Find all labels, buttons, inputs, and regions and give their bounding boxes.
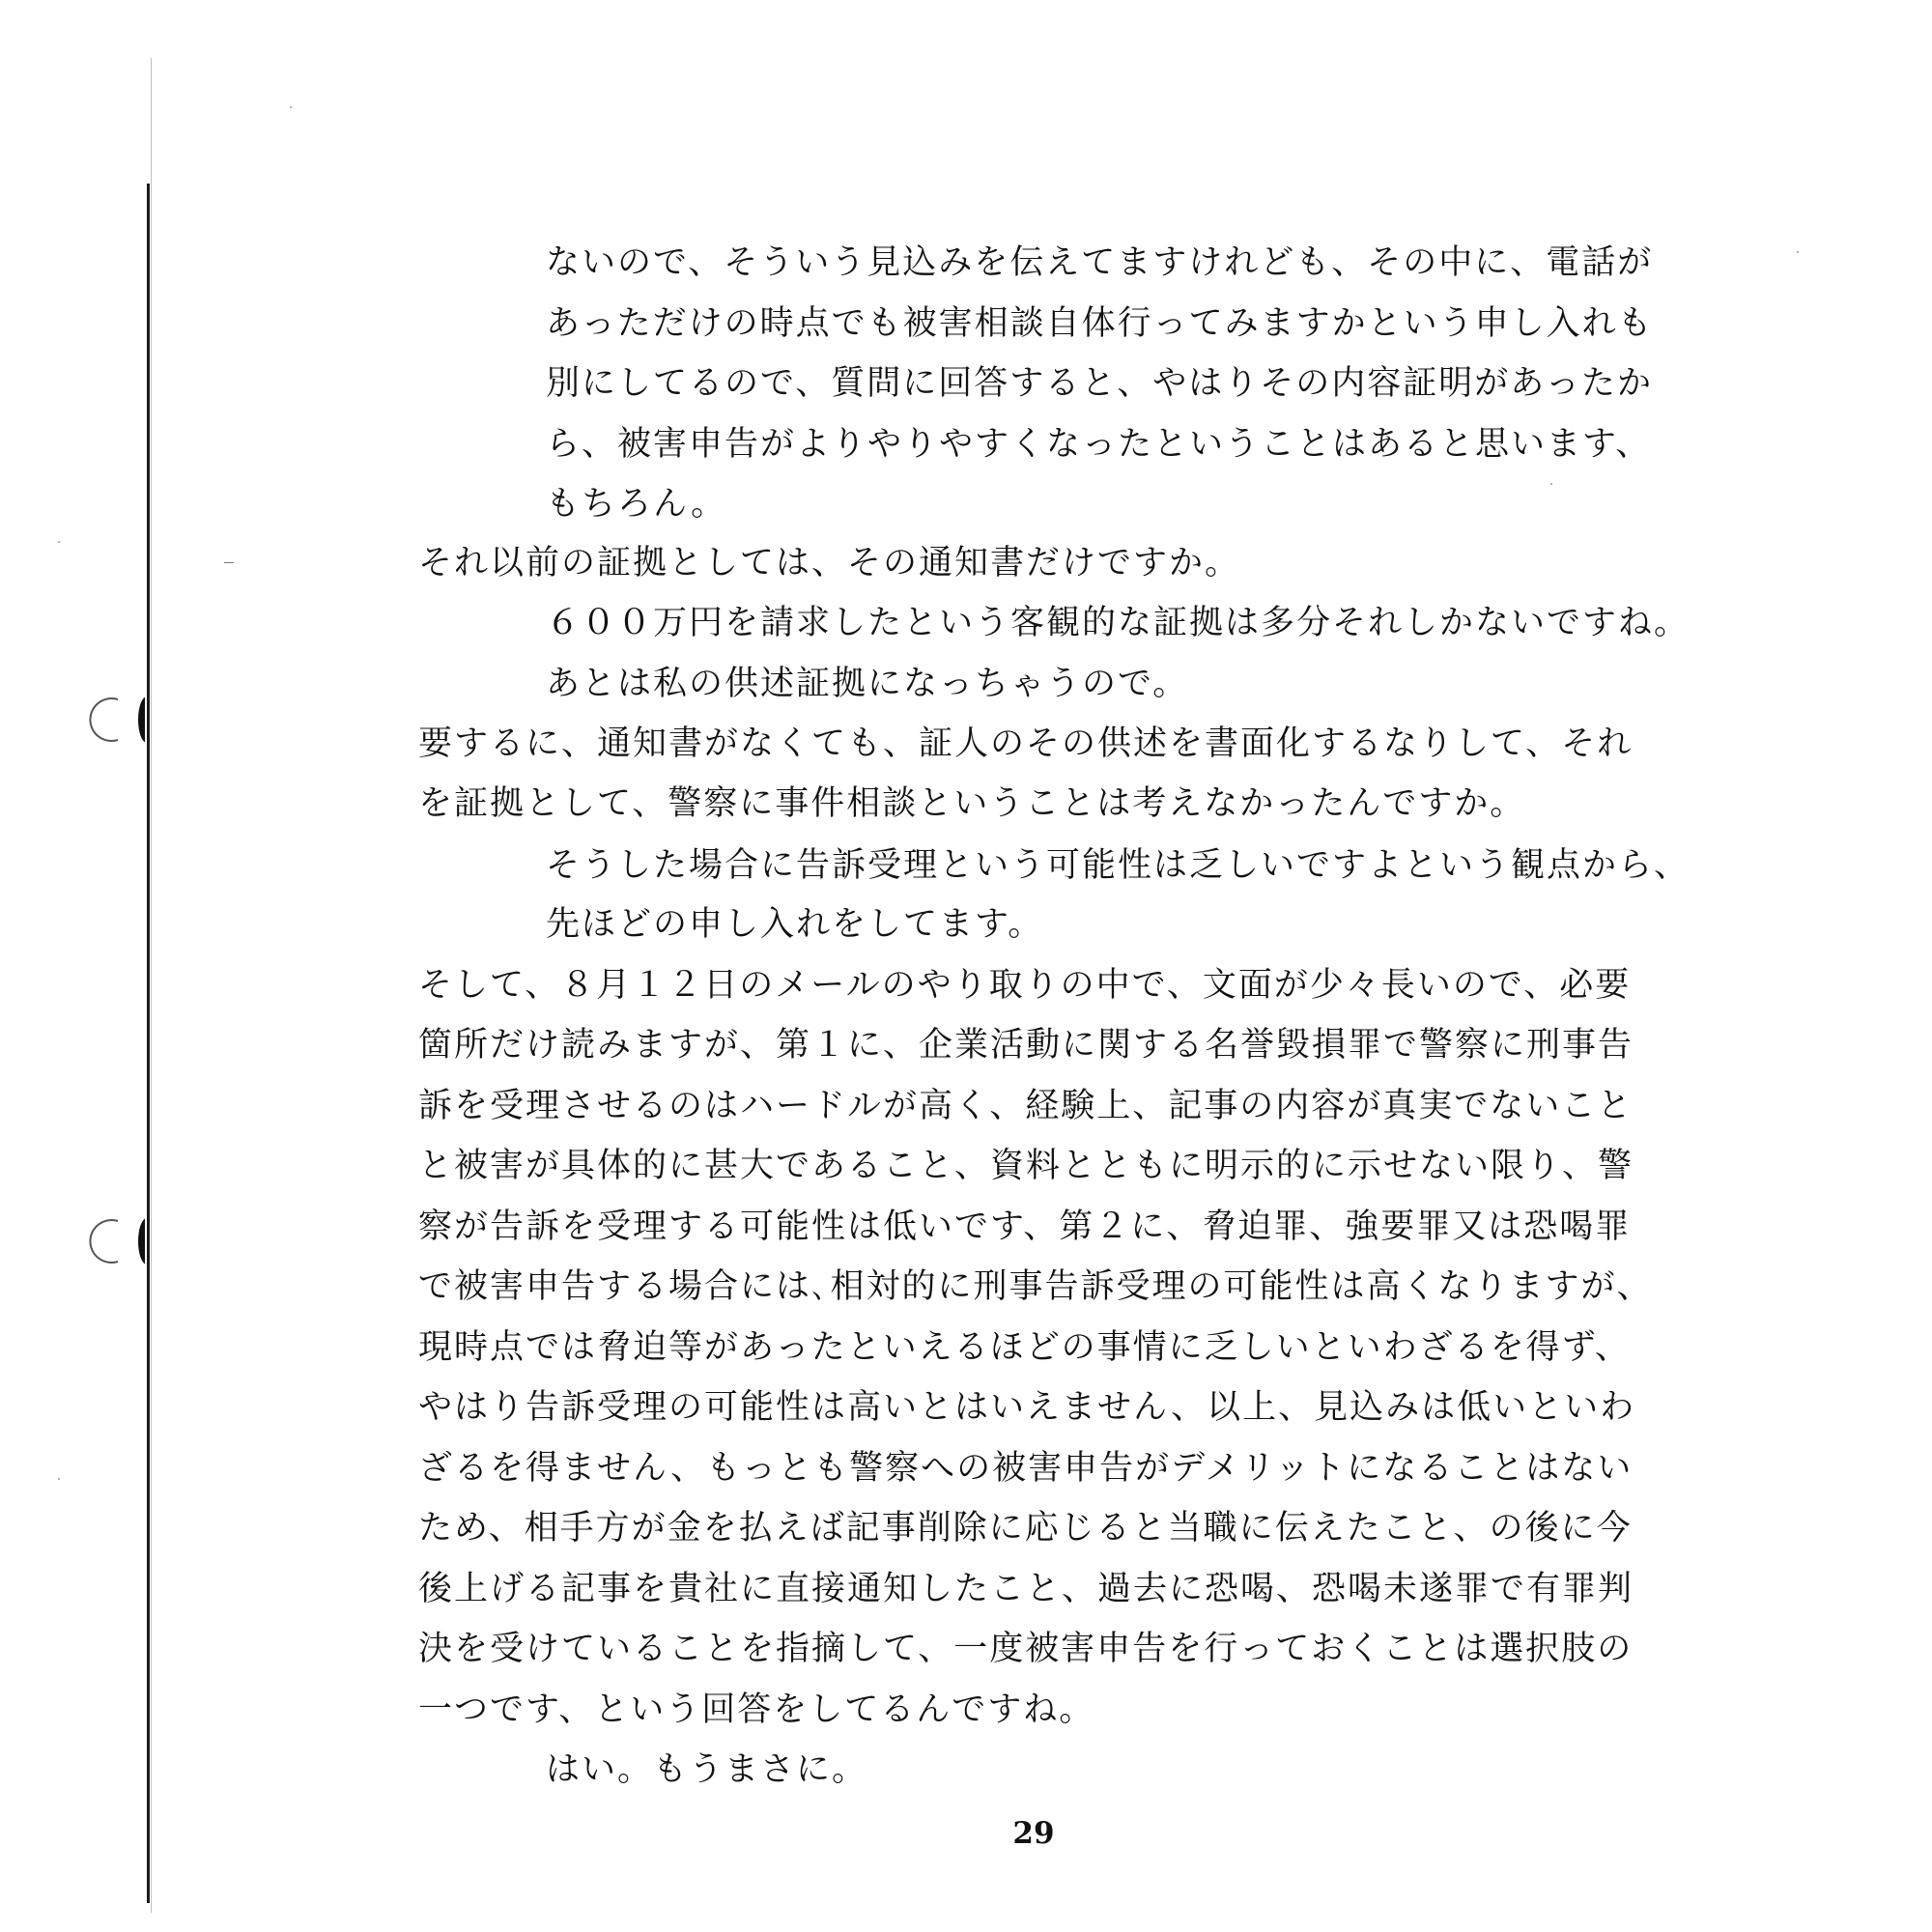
binder-margin-line xyxy=(147,184,150,1903)
text-line: 一つです、という回答をしてるんですね。 xyxy=(418,1690,1095,1729)
text-line: それ以前の証拠としては、その通知書だけですか。 xyxy=(418,544,1241,582)
text-line: 後上げる記事を貴社に直接通知したこと、過去に恐喝、恐喝未遂罪で有罪判 xyxy=(418,1570,1634,1608)
text-line: そうした場合に告訴受理という可能性は乏しいですよという観点から、 xyxy=(546,846,1690,885)
scan-mark xyxy=(224,562,234,563)
page-number: 29 xyxy=(1012,1816,1055,1851)
text-line: ざるを得ません、もっとも警察への被害申告がデメリットになることはない xyxy=(418,1449,1634,1488)
scan-speck xyxy=(58,541,60,543)
scan-speck xyxy=(58,1478,60,1480)
text-line: やはり告訴受理の可能性は高いとはいえません、以上、見込みは低いといわ xyxy=(418,1388,1636,1427)
text-line: ら、被害申告がよりやりやすくなったということはあると思います、 xyxy=(546,425,1652,464)
text-line: あとは私の供述証拠になっちゃうので。 xyxy=(546,665,1189,703)
text-line: ため、相手方が金を払えば記事削除に応じると当職に伝えたこと、の後に今 xyxy=(418,1509,1633,1548)
text-line: 決を受けていることを指摘して、一度被害申告を行っておくことは選択肢の xyxy=(418,1630,1634,1668)
text-line: 現時点では脅迫等があったといえるほどの事情に乏しいといわざるを得ず、 xyxy=(418,1328,1631,1367)
text-line: を証拠として、警察に事件相談ということは考えなかったんですか。 xyxy=(418,784,1526,823)
text-line: そして、８月１２日のメールのやり取りの中で、文面が少々長いので、必要 xyxy=(418,966,1632,1005)
text-line: 先ほどの申し入れをしてます。 xyxy=(546,905,1044,944)
scan-speck xyxy=(290,106,292,108)
text-line: 要するに、通知書がなくても、証人のその供述を書面化するなりして、それ xyxy=(418,724,1634,763)
text-line: で被害申告する場合には､相対的に刑事告訴受理の可能性は高くなりますが、 xyxy=(418,1267,1653,1306)
text-line: 箇所だけ読みますが、第１に、企業活動に関する名誉毀損罪で警察に刑事告 xyxy=(418,1026,1634,1065)
text-line: と被害が具体的に甚大であること、資料とともに明示的に示せない限り、警 xyxy=(418,1147,1634,1185)
text-line: はい。もうまさに。 xyxy=(546,1750,868,1789)
punch-hole-icon xyxy=(77,686,145,753)
binder-margin-faint-line xyxy=(151,58,152,1913)
text-line: もちろん。 xyxy=(546,485,727,524)
text-line: 訴を受理させるのはハードルが高く、経験上、記事の内容が真実でないこと xyxy=(418,1087,1634,1125)
text-line: ないので、そういう見込みを伝えてますけれども、その中に、電話が xyxy=(546,243,1654,282)
scan-speck xyxy=(1797,251,1799,253)
scan-speck xyxy=(1550,483,1552,485)
text-line: ６００万円を請求したという客観的な証拠は多分それしかないですね。 xyxy=(546,604,1690,642)
text-line: 察が告訴を受理する可能性は低いです、第２に、脅迫罪、強要罪又は恐喝罪 xyxy=(418,1208,1632,1246)
text-line: あっただけの時点でも被害相談自体行ってみますかという申し入れも xyxy=(546,304,1654,343)
punch-hole-icon xyxy=(77,1208,145,1275)
text-line: 別にしてるので、質問に回答すると、やはりその内容証明があったか xyxy=(546,364,1653,403)
